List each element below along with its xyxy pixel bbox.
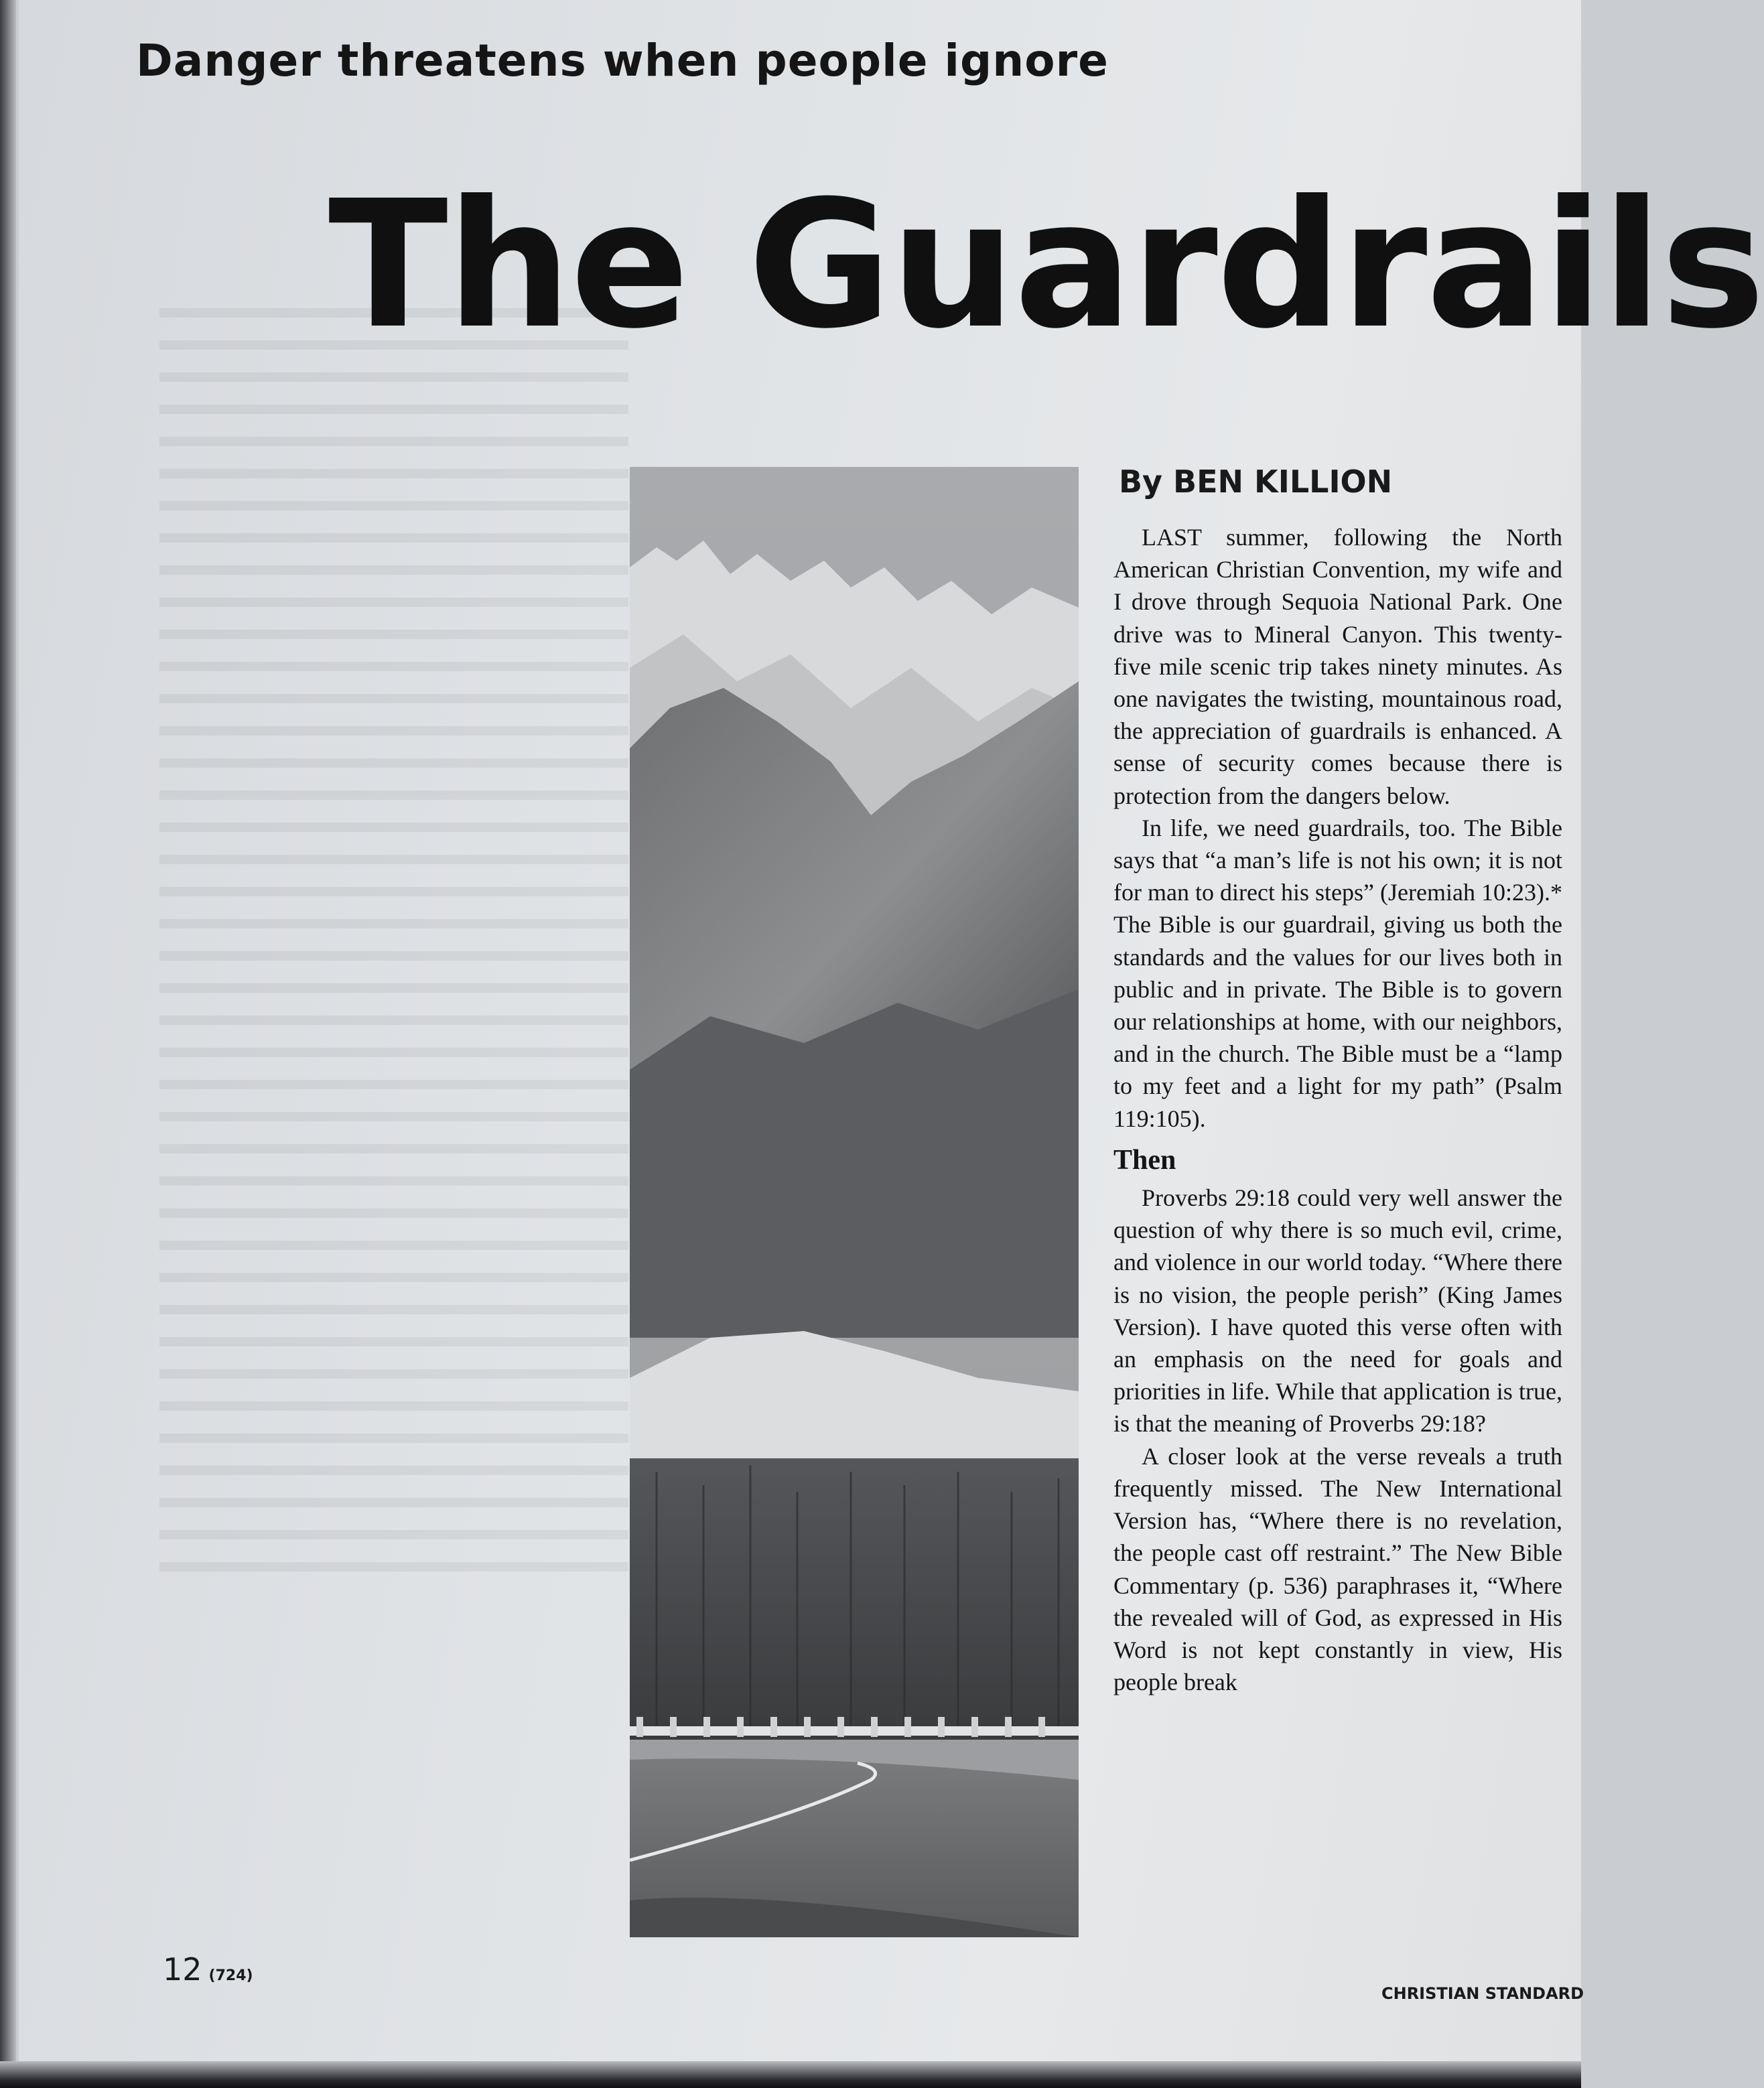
paragraph: Proverbs 29:18 could very well answer the question of why there is so much evil, crime, and violence in our world today. “Where there is no vision, the people perish” (King James Version). I have quoted this verse often with an emphasis on the need for goals and priorities in life. While that application is true, is that the meaning of Proverbs 29:18?	[1113, 1184, 1562, 1438]
headline: The Guardrails	[328, 163, 1764, 367]
mountain-road-photo	[630, 467, 1079, 1937]
headline-clip	[0, 163, 1764, 375]
publication-name: CHRISTIAN STANDARD	[1381, 1984, 1584, 2003]
page-number-small: (724)	[208, 1967, 253, 1984]
paragraph: In life, we need guardrails, too. The Bible says that “a man’s life is not his own; it is not for man to direct his steps” (Jeremiah 10:23).* The Bible is our guardrail, giving us both the standards and the values for our lives both in public and in private. The Bible is to govern our relationships at home, with our neighbors, and in the church. The Bible must be a “lamp to my feet and a light for my path” (Psalm 119:105).	[1113, 814, 1562, 1132]
show-through-texture	[159, 308, 628, 1581]
scan-bottom-edge	[0, 2061, 1581, 2088]
article-column	[1113, 521, 1562, 1698]
photo-illustration	[630, 467, 1079, 1937]
paragraph: A closer look at the verse reveals a truth frequently missed. The New International Version has, “Where there is no revelation, the people cast off restraint.” The New Bible Commentary (p. 536) paraphrases it, “Where the revealed will of God, as expressed in His Word is not kept constantly in view, His people break	[1113, 1442, 1562, 1696]
subhead: Then	[1113, 1144, 1176, 1176]
paragraph: LAST summer, following the North American Christian Convention, my wife and I drove through Sequoia National Park. One drive was to Mineral Canyon. This twenty-five mile scenic trip takes ninety minutes. As one navigates the twisting, mountainous road, the appreciation of guardrails is enhanced. A sense of security comes because there is protection from the dangers below.	[1113, 524, 1562, 809]
byline: By BEN KILLION	[1119, 464, 1393, 500]
page-number: 12	[163, 1951, 202, 1988]
page-folio	[163, 1951, 253, 1988]
kicker-line: Danger threatens when people ignore	[136, 35, 1109, 86]
